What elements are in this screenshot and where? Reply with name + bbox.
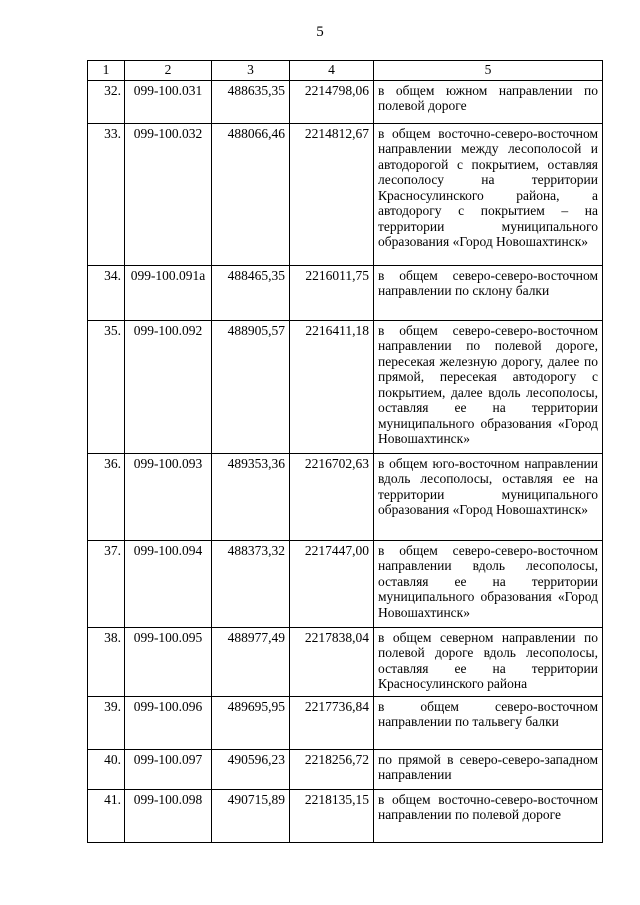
- table-row: [88, 789, 603, 842]
- row-number: 41.: [88, 789, 125, 842]
- direction-description: в общем северо-северо-восточном направлении по полевой дороге, пересекая железную дорогу, далее по прямой, пересекая автодорогу с покрытием, далее вдоль лесополосы, оставляя ее на территории муниципального образования «Город Новошахтинск»: [374, 320, 603, 453]
- table-row: [88, 453, 603, 540]
- point-id: 099-100.032: [125, 123, 212, 265]
- table-row: [88, 627, 603, 696]
- column-header: 2: [125, 61, 212, 81]
- point-id: 099-100.093: [125, 453, 212, 540]
- point-id: 099-100.096: [125, 696, 212, 749]
- direction-description: в общем восточно-северо-восточном направлении между лесополосой и автодорогой с покрытием, оставляя лесополосу на территории Красносулинского района, а автодорогу с покрытием – на территории муниципального образования «Город Новошахтинск»: [374, 123, 603, 265]
- coord-y: 2216702,63: [290, 453, 374, 540]
- table-row: [88, 320, 603, 453]
- coord-y: 2218135,15: [290, 789, 374, 842]
- table-header-row: [88, 61, 603, 81]
- point-id: 099-100.031: [125, 80, 212, 123]
- column-header: 3: [212, 61, 290, 81]
- coord-x: 489695,95: [212, 696, 290, 749]
- point-id: 099-100.097: [125, 749, 212, 789]
- direction-description: в общем северо-северо-восточном направлении по склону балки: [374, 265, 603, 320]
- direction-description: в общем северо-северо-восточном направлении вдоль лесополосы, оставляя ее на территории муниципального образования «Город Новошахтинск»: [374, 540, 603, 627]
- coord-y: 2217838,04: [290, 627, 374, 696]
- table-row: [88, 123, 603, 265]
- row-number: 38.: [88, 627, 125, 696]
- row-number: 40.: [88, 749, 125, 789]
- direction-description: в общем южном направлении по полевой дороге: [374, 80, 603, 123]
- page-number: 5: [316, 24, 324, 40]
- coord-x: 488635,35: [212, 80, 290, 123]
- column-header: 4: [290, 61, 374, 81]
- point-id: 099-100.094: [125, 540, 212, 627]
- point-id: 099-100.095: [125, 627, 212, 696]
- coord-x: 488977,49: [212, 627, 290, 696]
- direction-description: в общем северо-восточном направлении по тальвегу балки: [374, 696, 603, 749]
- table-row: [88, 540, 603, 627]
- table-row: [88, 696, 603, 749]
- direction-description: в общем северном направлении по полевой дороге вдоль лесополосы, оставляя ее на территории Красносулинского района: [374, 627, 603, 696]
- direction-description: в общем юго-восточном направлении вдоль лесополосы, оставляя ее на территории муниципального образования «Город Новошахтинск»: [374, 453, 603, 540]
- coord-y: 2217736,84: [290, 696, 374, 749]
- coord-x: 488373,32: [212, 540, 290, 627]
- coord-x: 488905,57: [212, 320, 290, 453]
- coord-x: 488066,46: [212, 123, 290, 265]
- column-header: 1: [88, 61, 125, 81]
- coord-y: 2214812,67: [290, 123, 374, 265]
- row-number: 32.: [88, 80, 125, 123]
- coord-y: 2216411,18: [290, 320, 374, 453]
- coord-x: 490596,23: [212, 749, 290, 789]
- coord-y: 2217447,00: [290, 540, 374, 627]
- point-id: 099-100.092: [125, 320, 212, 453]
- coord-x: 488465,35: [212, 265, 290, 320]
- column-header: 5: [374, 61, 603, 81]
- direction-description: по прямой в северо-северо-западном направлении: [374, 749, 603, 789]
- row-number: 35.: [88, 320, 125, 453]
- row-number: 34.: [88, 265, 125, 320]
- point-id: 099-100.098: [125, 789, 212, 842]
- coord-x: 490715,89: [212, 789, 290, 842]
- coord-y: 2214798,06: [290, 80, 374, 123]
- table-row: [88, 265, 603, 320]
- coord-y: 2216011,75: [290, 265, 374, 320]
- direction-description: в общем восточно-северо-восточном направлении по полевой дороге: [374, 789, 603, 842]
- boundary-table: [87, 60, 603, 843]
- table-row: [88, 80, 603, 123]
- row-number: 37.: [88, 540, 125, 627]
- point-id: 099-100.091а: [125, 265, 212, 320]
- coord-x: 489353,36: [212, 453, 290, 540]
- row-number: 33.: [88, 123, 125, 265]
- table-row: [88, 749, 603, 789]
- row-number: 36.: [88, 453, 125, 540]
- coord-y: 2218256,72: [290, 749, 374, 789]
- row-number: 39.: [88, 696, 125, 749]
